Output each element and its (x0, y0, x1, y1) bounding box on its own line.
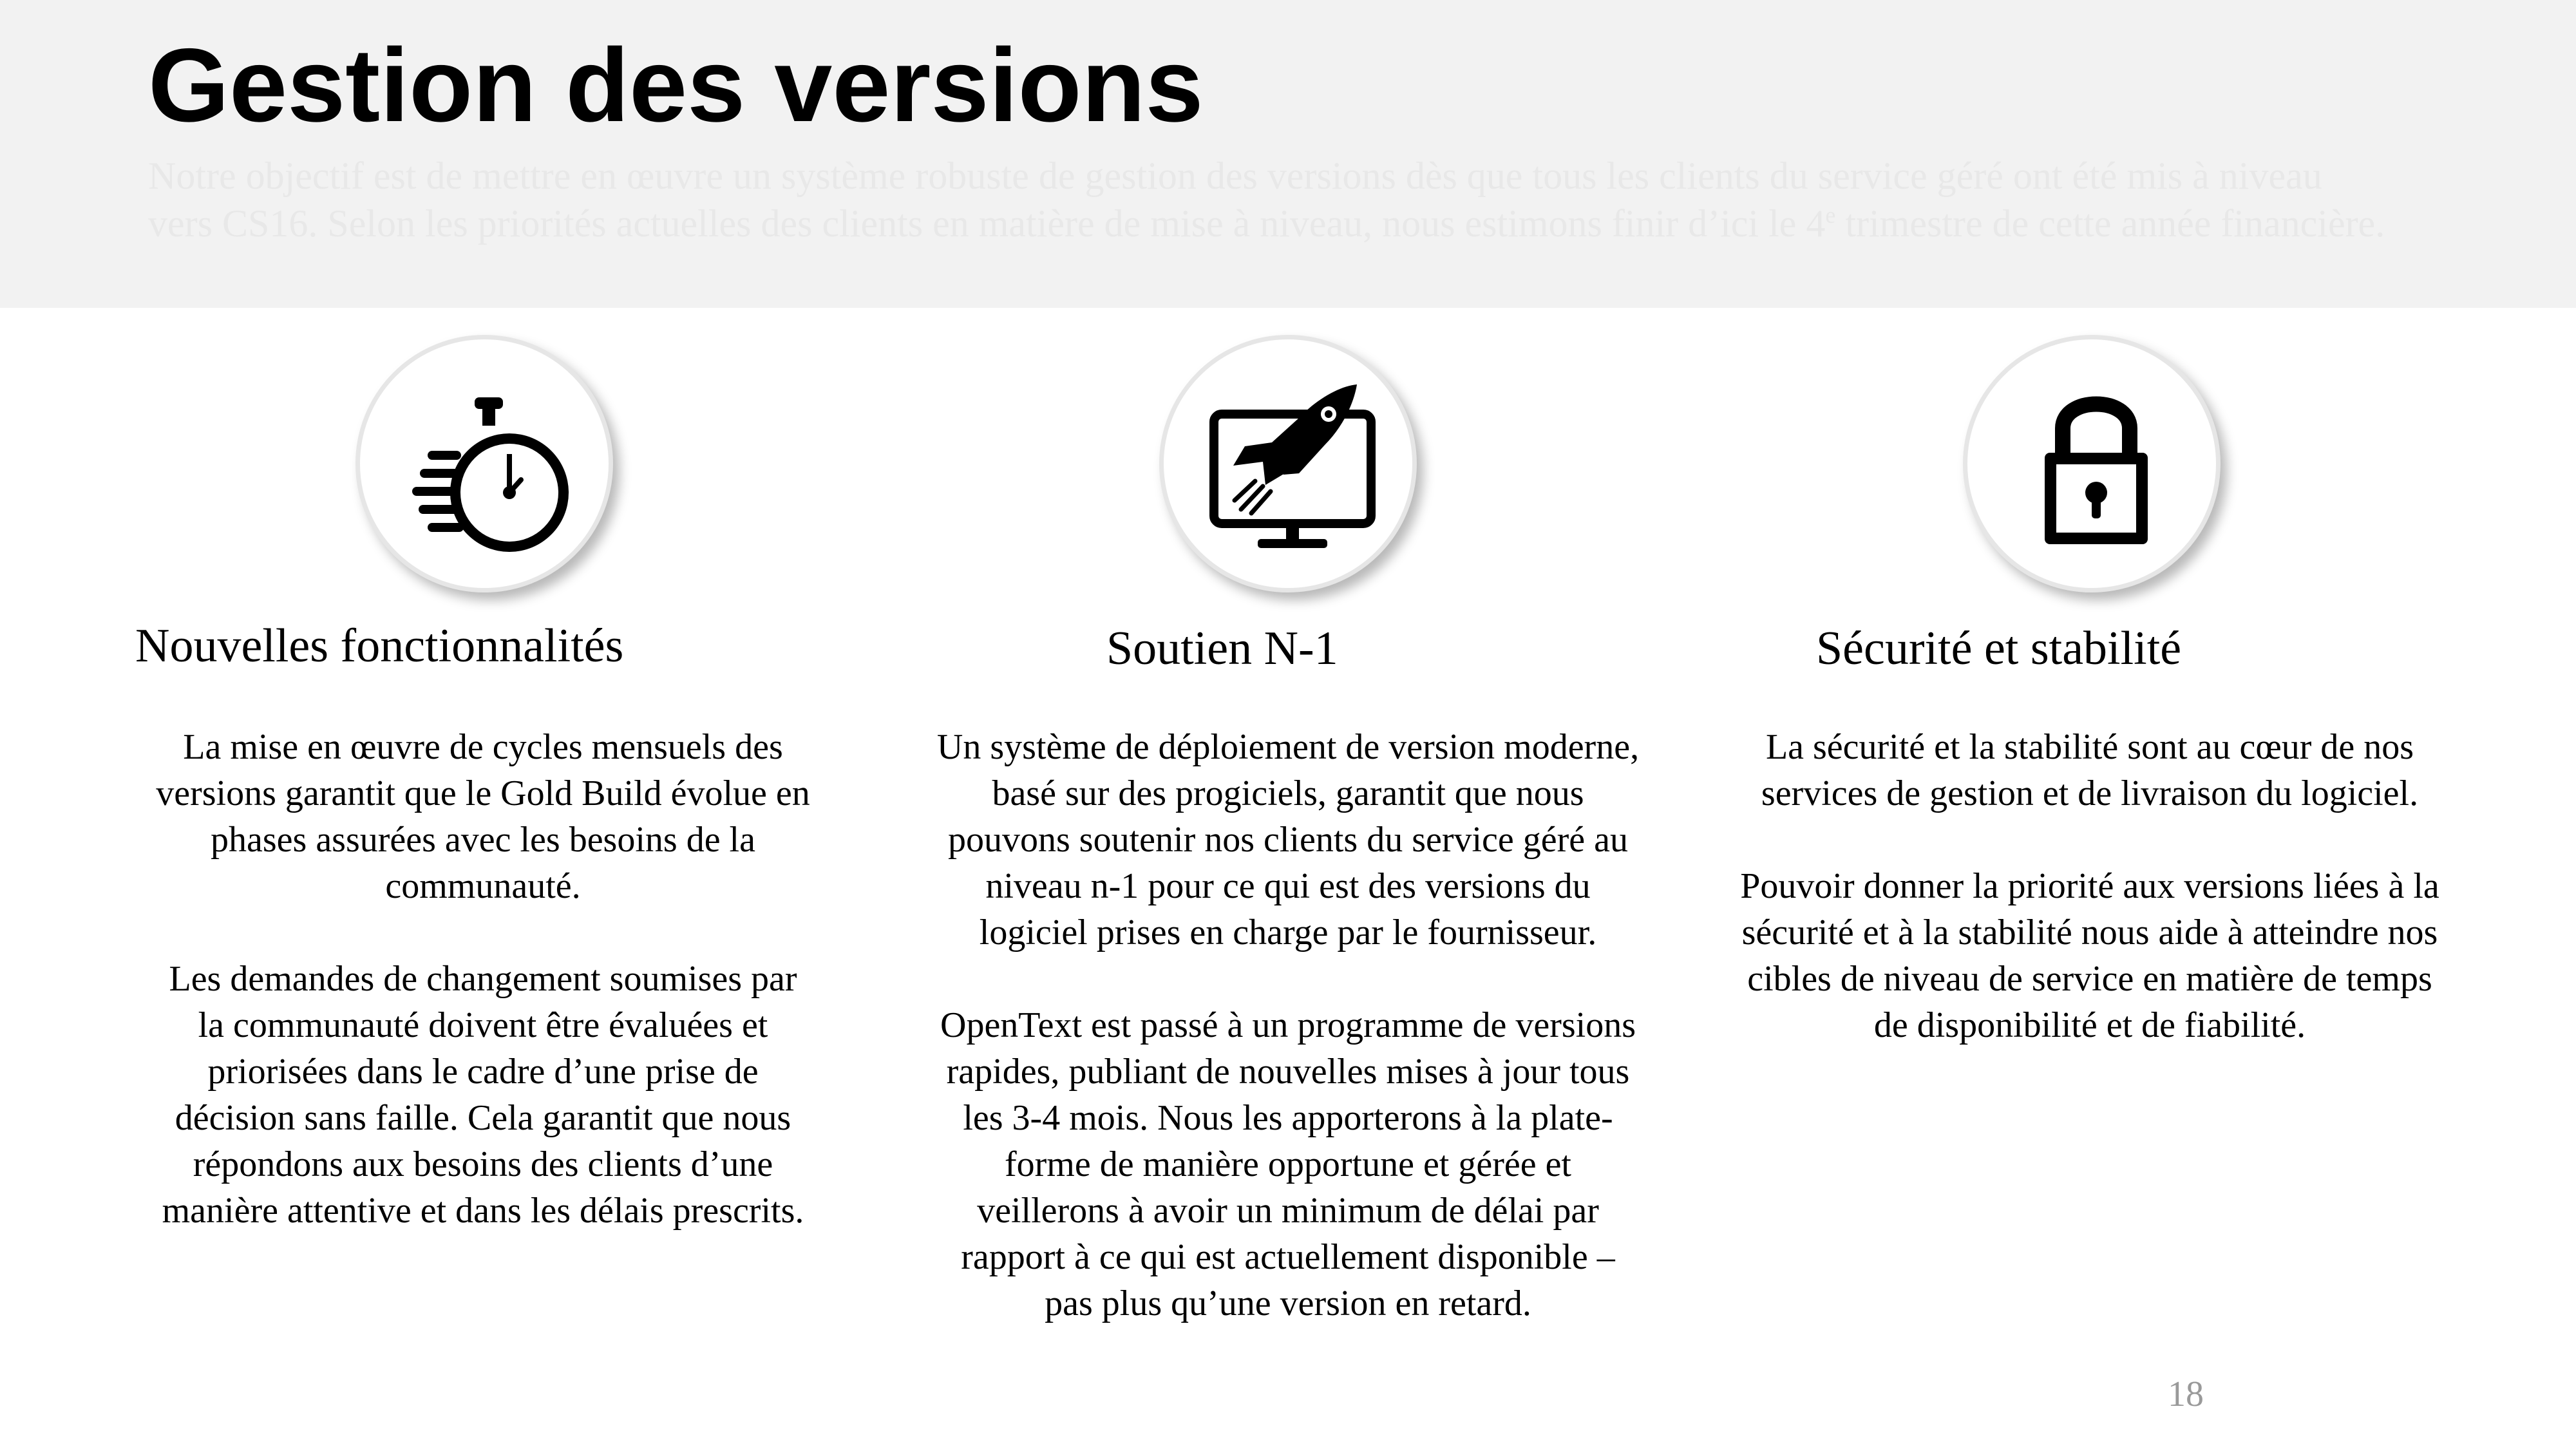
paragraph: OpenText est passé à un programme de versions rapides, publiant de nouvelles mises à jour tous les 3-4 mois. Nous les apporterons à la plate-forme de manière opportune et gérée et veillerons à avoir un minimum de délai par rapport à ce qui est actuellement disponible – pas plus qu’une version en retard. (940, 1005, 1636, 1323)
padlock-icon-badge (1963, 335, 2221, 592)
column-body-security-stability (1739, 724, 2441, 1048)
column-heading-new-features: Nouvelles fonctionnalités (135, 620, 624, 672)
column-body-n1-support (934, 724, 1642, 1327)
intro-text: Notre objectif est de mettre en œuvre un système robuste de gestion des versions dès que tous les clients du service géré ont été mis à niveau vers CS16. Selon les priorités actuelles des clients en matière de mise à niveau, nous estimons finir d’ici le 4e trimestre de cette année financière. (148, 155, 2385, 245)
page-title: Gestion des versions (148, 27, 1204, 144)
padlock-icon (2000, 372, 2193, 565)
stopwatch-icon-badge (355, 335, 613, 592)
paragraph: La sécurité et la stabilité sont au cœur de nos services de gestion et de livraison du logiciel. (1761, 727, 2419, 813)
paragraph: La mise en œuvre de cycles mensuels des versions garantit que le Gold Build évolue en phases assurées avec les besoins de la communauté. (156, 727, 810, 906)
paragraph: Les demandes de changement soumises par la communauté doivent être évaluées et priorisées dans le cadre d’une prise de décision sans faille. Cela garantit que nous répondons aux besoins des clients d’une manière attentive et dans les délais prescrits. (162, 959, 804, 1231)
page-number: 18 (2168, 1374, 2204, 1414)
column-body-new-features (155, 724, 811, 1234)
column-heading-n1-support: Soutien N-1 (1106, 622, 1338, 675)
column-heading-security-stability: Sécurité et stabilité (1816, 622, 2182, 675)
paragraph: Pouvoir donner la priorité aux versions liées à la sécurité et à la stabilité nous aide à atteindre nos cibles de niveau de service en matière de temps de disponibilité et de fiabilité. (1740, 866, 2439, 1045)
rocket-monitor-icon-badge (1159, 335, 1417, 592)
paragraph: Un système de déploiement de version moderne, basé sur des progiciels, garantit que nous pouvons soutenir nos clients du service géré au niveau n-1 pour ce qui est des versions du logiciel prises en charge par le fournisseur. (936, 727, 1640, 952)
stopwatch-icon (392, 372, 585, 565)
rocket-monitor-icon (1196, 372, 1389, 565)
